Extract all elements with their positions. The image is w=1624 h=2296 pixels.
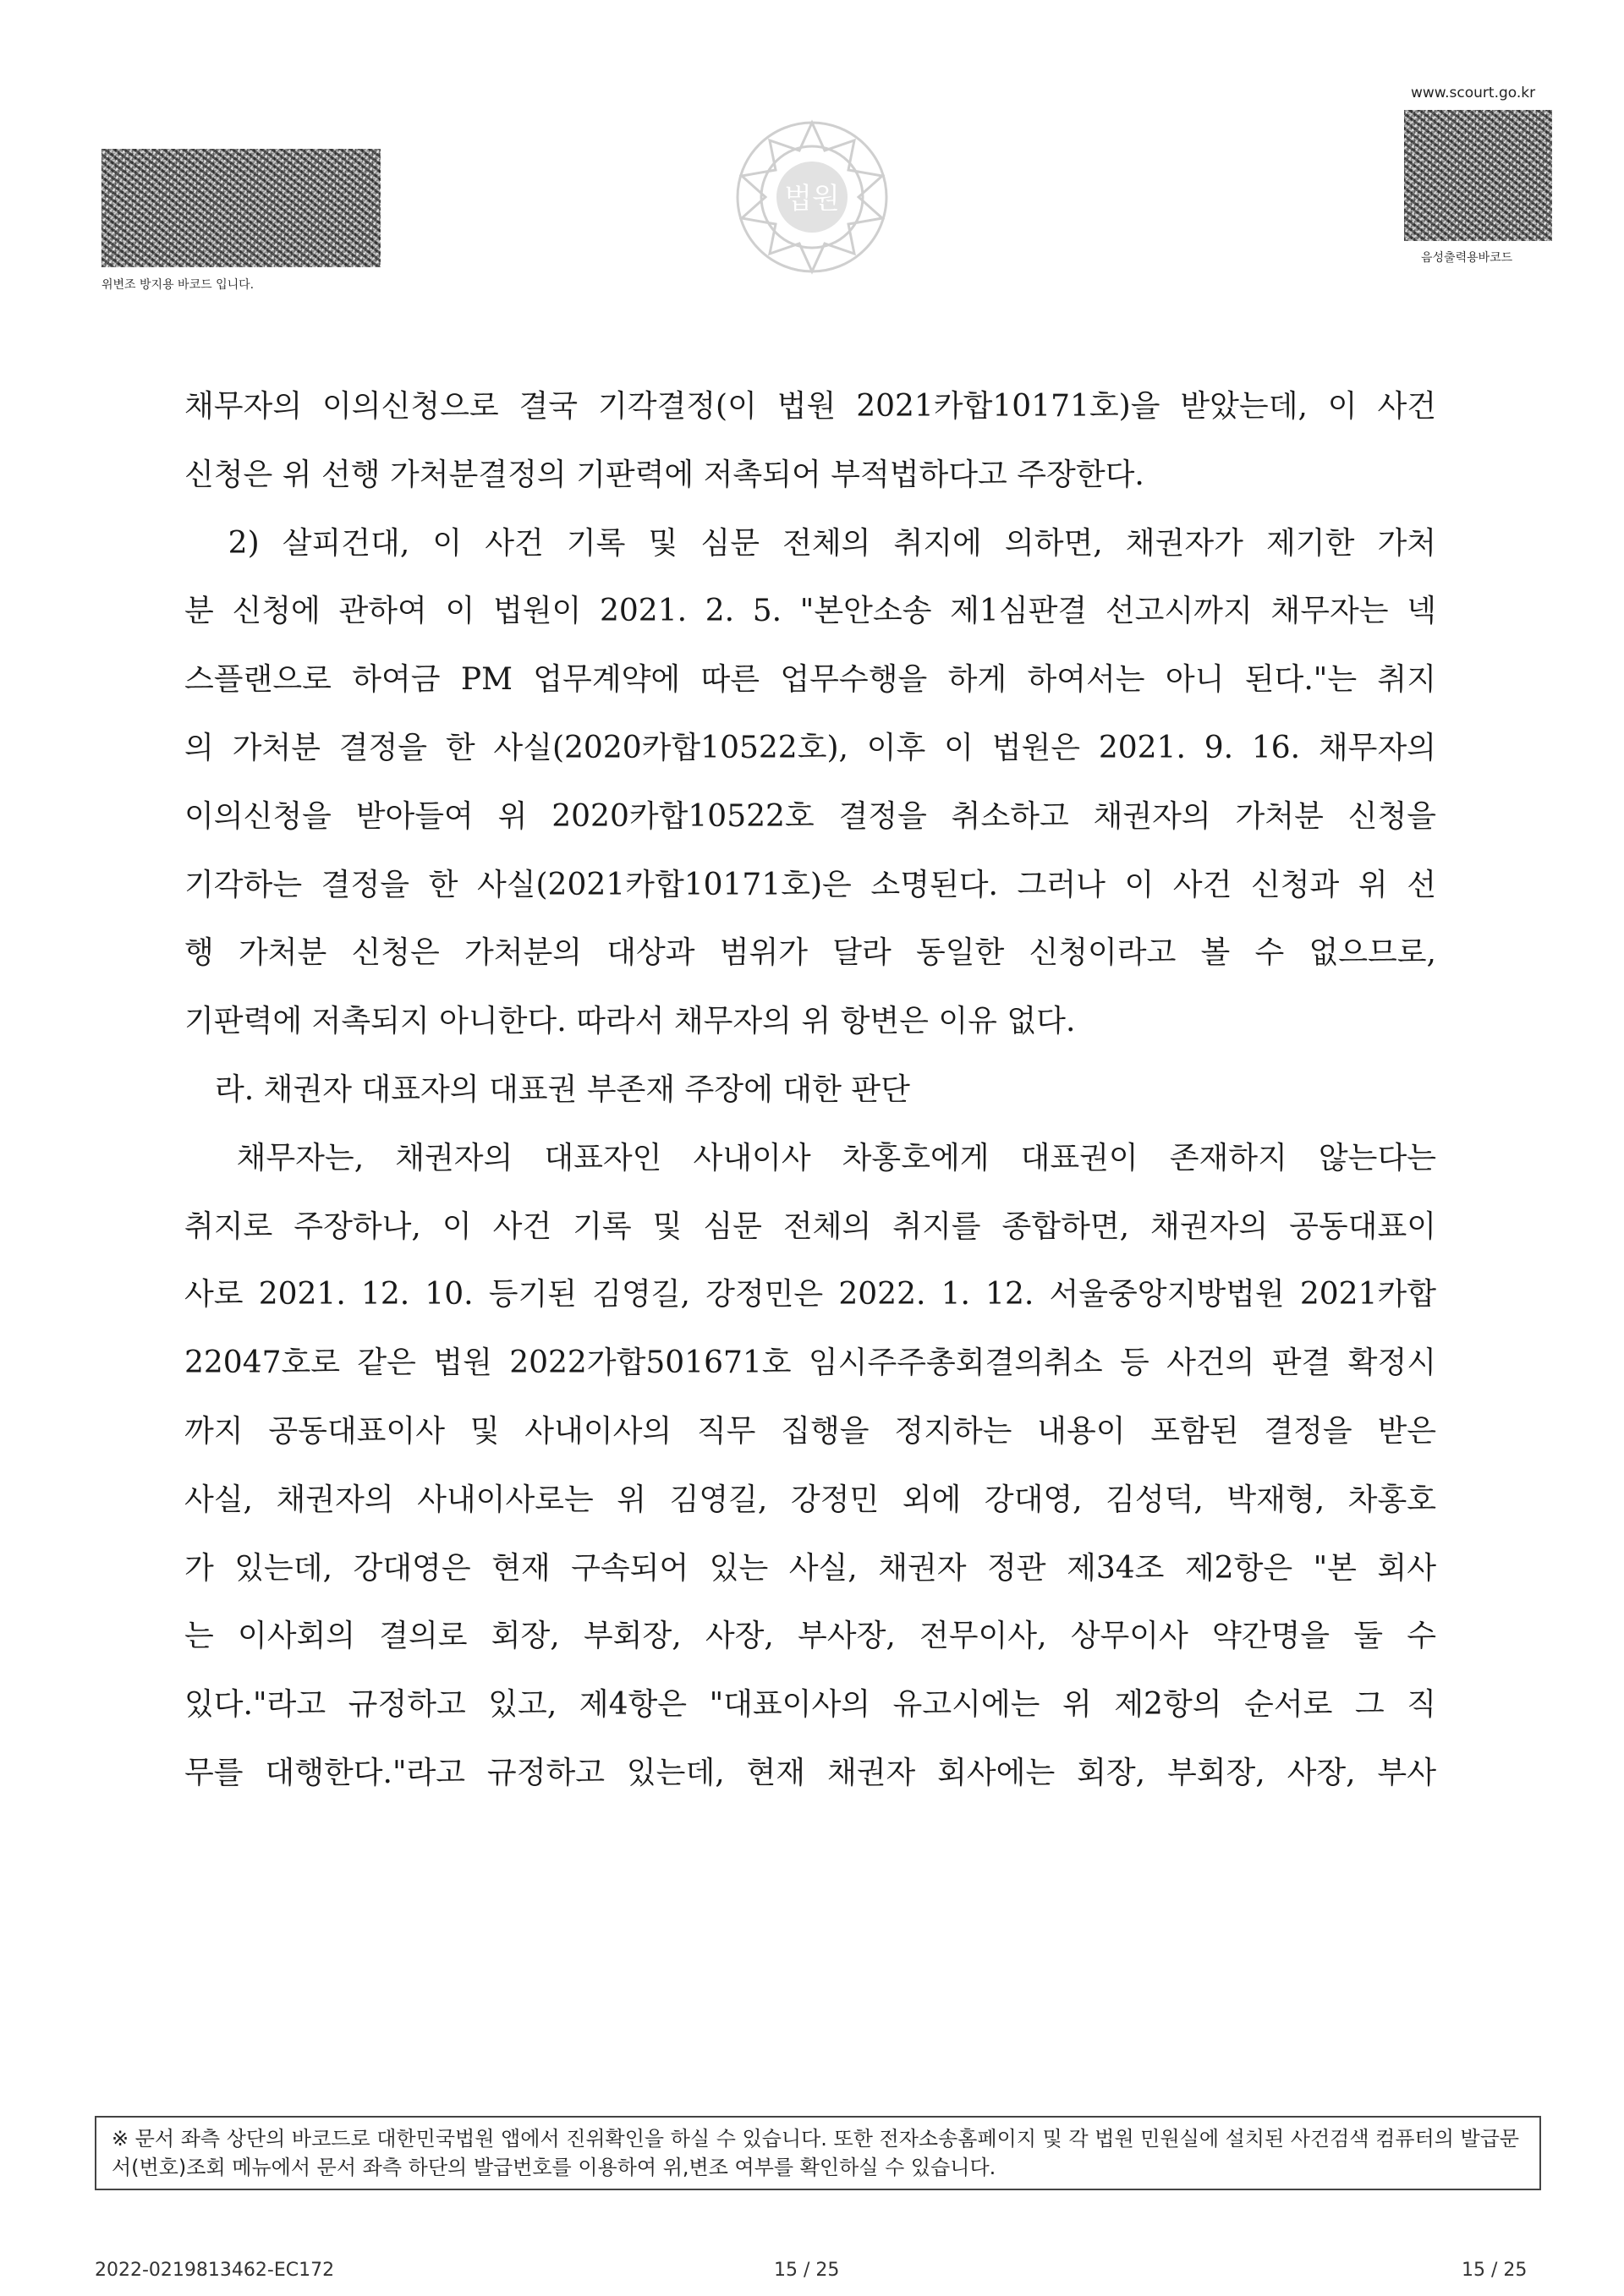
voice-output-barcode	[1404, 110, 1552, 241]
body-line: 22047호로 같은 법원 2022가합501671호 임시주주총회결의취소 등 사건의 판결 확정시	[184, 1345, 1436, 1381]
site-url: www.scourt.go.kr	[1411, 85, 1536, 101]
body-line: 의 가처분 결정을 한 사실(2020카합10522호), 이후 이 법원은 2021. 9. 16. 채무자의	[184, 730, 1436, 765]
body-line: 기판력에 저촉되지 아니한다. 따라서 채무자의 위 항변은 이유 없다.	[184, 1004, 1076, 1039]
section-heading: 라. 채권자 대표자의 대표권 부존재 주장에 대한 판단	[184, 1071, 910, 1107]
page-number-right: 15 / 25	[1462, 2260, 1528, 2281]
voice-barcode-caption: 음성출력용바코드	[1421, 251, 1513, 265]
body-line: 이의신청을 받아들여 위 2020카합10522호 결정을 취소하고 채권자의 가처분 신청을	[184, 798, 1436, 834]
body-line: 채무자는, 채권자의 대표자인 사내이사 차홍호에게 대표권이 존재하지 않는다는	[184, 1140, 1436, 1175]
body-line: 2) 살피건대, 이 사건 기록 및 심문 전체의 취지에 의하면, 채권자가 제기한 가처	[184, 525, 1436, 561]
verification-notice: ※ 문서 좌측 상단의 바코드로 대한민국법원 앱에서 진위확인을 하실 수 있습니다. 또한 전자소송홈페이지 및 각 법원 민원실에 설치된 사건검색 컴퓨터의 발급문서(번호)조회 메뉴에서 문서 좌측 하단의 발급번호를 이용하여 위,변조 여부를 확인하실 수 있습니다.	[95, 2116, 1541, 2190]
barcode-caption: 위변조 방지용 바코드 입니다.	[102, 278, 255, 292]
body-line: 기각하는 결정을 한 사실(2021카합10171호)은 소명된다. 그러나 이 사건 신청과 위 선	[184, 867, 1436, 902]
body-line: 가 있는데, 강대영은 현재 구속되어 있는 사실, 채권자 정관 제34조 제2항은 "본 회사	[184, 1550, 1436, 1586]
body-line: 행 가처분 신청은 가처분의 대상과 범위가 달라 동일한 신청이라고 볼 수 없으므로,	[184, 935, 1436, 971]
document-issue-number: 2022-0219813462-EC172	[95, 2260, 335, 2281]
body-line: 무를 대행한다."라고 규정하고 있는데, 현재 채권자 회사에는 회장, 부회장, 사장, 부사	[184, 1755, 1436, 1790]
body-line: 사실, 채권자의 사내이사로는 위 김영길, 강정민 외에 강대영, 김성덕, 박재형, 차홍호	[184, 1482, 1436, 1517]
body-line: 사로 2021. 12. 10. 등기된 김영길, 강정민은 2022. 1. 12. 서울중앙지방법원 2021카합	[184, 1277, 1436, 1312]
body-line: 채무자의 이의신청으로 결국 기각결정(이 법원 2021카합10171호)을 받았는데, 이 사건	[184, 389, 1436, 424]
body-line: 신청은 위 선행 가처분결정의 기판력에 저촉되어 부적법하다고 주장한다.	[184, 457, 1144, 492]
page-number-center: 15 / 25	[774, 2260, 840, 2281]
body-line: 는 이사회의 결의로 회장, 부회장, 사장, 부사장, 전무이사, 상무이사 약간명을 둘 수	[184, 1619, 1436, 1654]
court-emblem-label: 법원	[784, 182, 840, 216]
body-line: 있다."라고 규정하고 있고, 제4항은 "대표이사의 유고시에는 위 제2항의 순서로 그 직	[184, 1687, 1436, 1723]
body-line: 분 신청에 관하여 이 법원이 2021. 2. 5. "본안소송 제1심판결 선고시까지 채무자는 넥	[184, 594, 1436, 629]
body-line: 스플랜으로 하여금 PM 업무계약에 따른 업무수행을 하게 하여서는 아니 된다."는 취지	[184, 662, 1436, 698]
body-line: 취지로 주장하나, 이 사건 기록 및 심문 전체의 취지를 종합하면, 채권자의 공동대표이	[184, 1208, 1436, 1244]
document-body	[184, 382, 1436, 1817]
authentication-barcode	[102, 149, 381, 267]
body-line: 까지 공동대표이사 및 사내이사의 직무 집행을 정지하는 내용이 포함된 결정을 받은	[184, 1413, 1436, 1449]
court-emblem-watermark	[732, 117, 892, 277]
